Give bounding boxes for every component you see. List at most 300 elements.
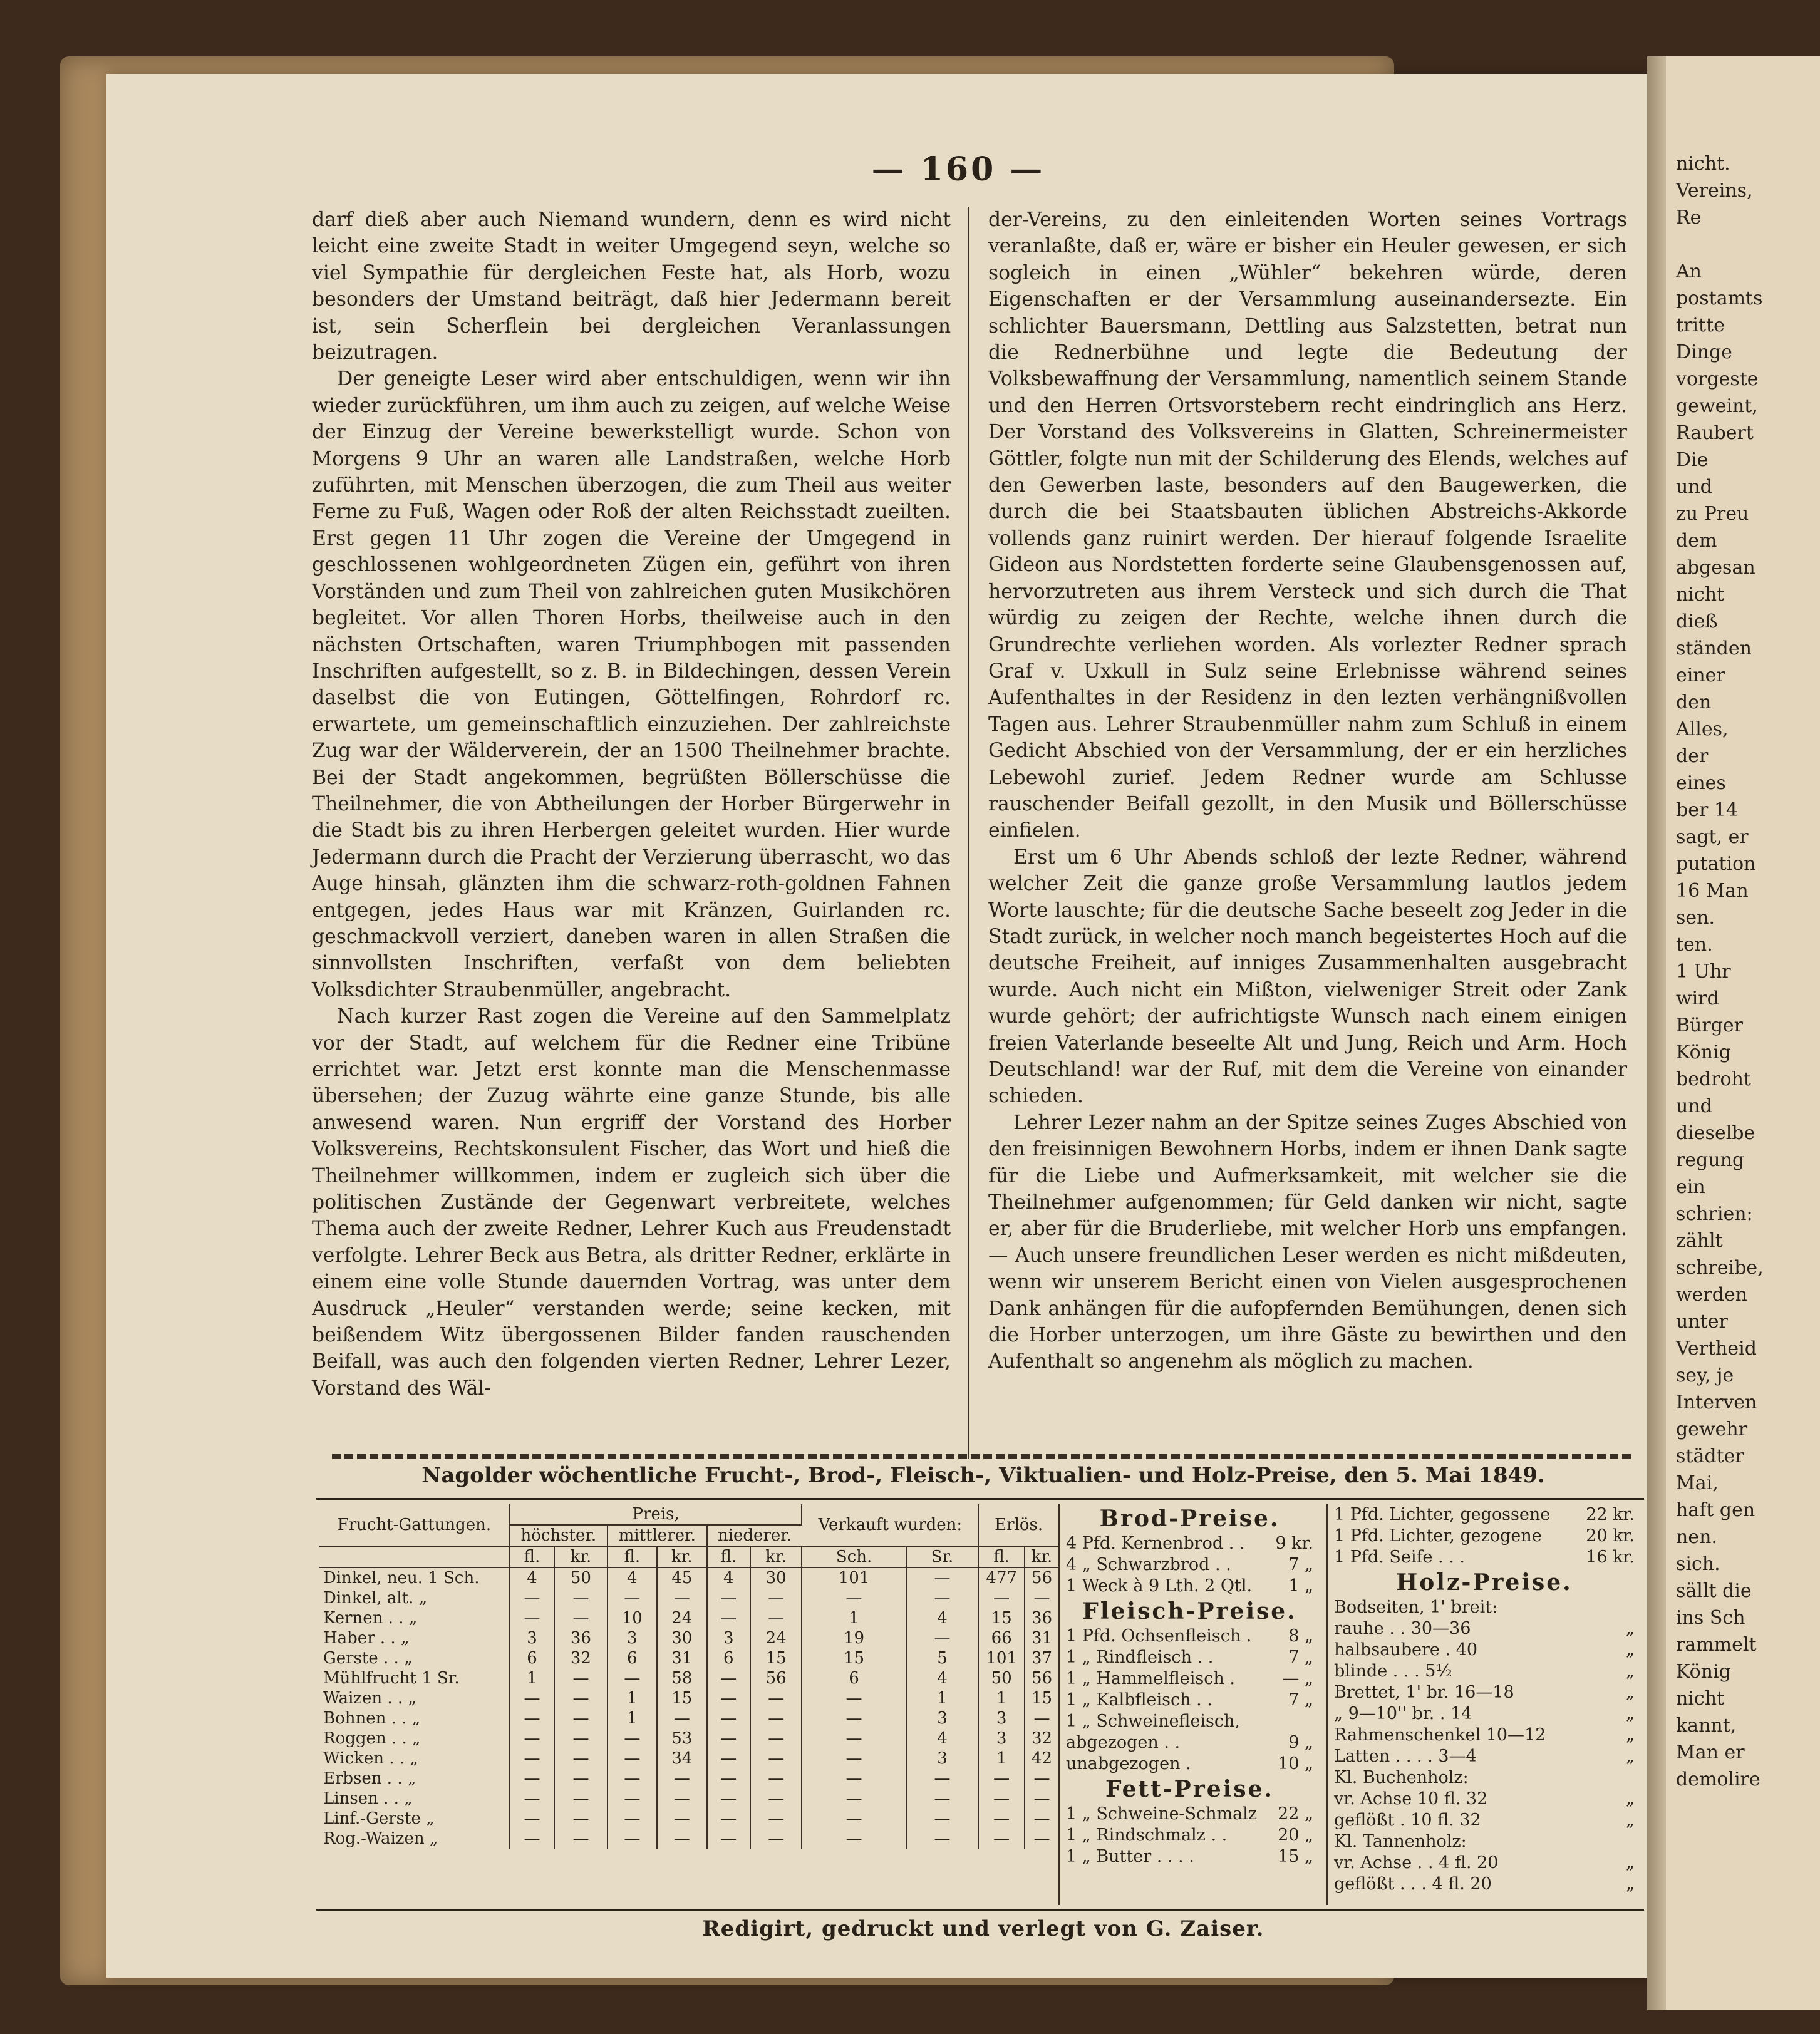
paragraph: der-Vereins, zu den einleitenden Worten seines Vortrags veranlaßte, daß er, wäre er bisher ein Heuler gewesen, er sich sogleich in einen „Wühler“ bekehren würde, deren Eigenschaften er der Versammlung auseinandersezte. Ein schlichter Bauersmann, Dettling aus Salzstetten, betrat nun die Rednerbühne und legte die Bedeutung der Volksbewaffnung der Versammlung, namentlich seinem Stande und den Herren Ortsvorstebern recht eindringlich ans Herz. Der Vorstand des Volksvereins in Glatten, Schreinermeister Göttler, folgte nun mit der Schilderung des Elends, welches auf den Gewerben laste, besonders auf den Baugewerken, die durch die bei Staatsbauten üblichen Abstreichs-Akkorde vollends ganz ruinirt werden. Der hierauf folgende Israelite Gideon aus Nordstetten forderte seine Glaubensgenossen auf, hervorzutreten aus ihrem Versteck und sich durch die That würdig zu zeigen der Rechte, welche ihnen durch die Grundrechte verliehen worden. Als vorlezter Redner sprach Graf v. Uxkull in Sulz seine Erlebnisse während seines Aufenthaltes in der Residenz in den lezten verhängnißvollen Tagen aus. Lehrer Straubenmüller nahm zum Schluß in einem Gedicht Abschied von der Versammlung, der er ein herzliches Lebewohl zurief. Jedem Redner wurde am Schlusse rauschender Beifall gezollt, in den Musik und Böllerschüsse einfielen. [988, 209, 1627, 842]
grain-value-cell: — [510, 1728, 554, 1748]
price-item-label: 1 Pfd. Ochsenfleisch . [1066, 1626, 1252, 1646]
grain-value-cell: — [1033, 1809, 1050, 1828]
grain-value-cell: 30 [750, 1567, 802, 1588]
grain-value-cell: 56 [1031, 1569, 1053, 1587]
grain-name-cell: Wicken . . „ [319, 1748, 510, 1768]
grain-value-cell: — [802, 1688, 906, 1708]
unit-kr: kr. [1025, 1546, 1058, 1567]
price-item-value: 22 kr. [1586, 1505, 1635, 1524]
grain-value-cell: 19 [802, 1628, 906, 1648]
price-row [1334, 1547, 1635, 1568]
table-row [319, 1648, 1058, 1668]
price-row [1066, 1668, 1313, 1690]
price-item-label: halbsaubere . 40 [1334, 1640, 1477, 1660]
grain-value-cell: — [707, 1809, 750, 1829]
fett-list [1066, 1804, 1313, 1867]
price-item-label: abgezogen . . [1066, 1733, 1181, 1752]
grain-value-cell: — [1033, 1829, 1050, 1848]
brod-list [1066, 1533, 1313, 1597]
price-item-value: 22 „ [1278, 1804, 1313, 1824]
table-row [319, 1588, 1058, 1608]
price-row [1066, 1647, 1313, 1668]
table-title: Nagolder wöchentliche Frucht-, Brod-, Fleisch-, Viktualien- und Holz-Preise, den 5. Mai 1849. [421, 1463, 1545, 1488]
unit-fl: fl. [707, 1546, 750, 1567]
table-row [319, 1789, 1058, 1809]
table-row [319, 1567, 1058, 1588]
grain-value-cell: 50 [978, 1668, 1025, 1688]
grain-value-cell: — [707, 1708, 750, 1728]
grain-name-cell: Bohnen . . „ [319, 1708, 510, 1728]
grain-value-cell: — [554, 1829, 608, 1849]
table-row [319, 1628, 1058, 1648]
price-item-value: 9 kr. [1275, 1534, 1313, 1553]
unit-sch: Sch. [802, 1546, 906, 1567]
holz-list [1334, 1597, 1635, 1895]
grain-value-cell: 3 [510, 1628, 554, 1648]
paragraph: Der geneigte Leser wird aber entschuldigen, wenn wir ihn wieder zurückführen, um ihm auch zu zeigen, auf welche Weise der Einzug der Vereine bewerkstelligt wurde. Schon von Morgens 9 Uhr an waren alle Landstraßen, welche Horb zuführten, mit Menschen überzogen, die zum Theil aus weiter Ferne zu Fuß, Wagen oder Roß der alten Reichsstadt zueilten. Erst gegen 11 Uhr zogen die Vereine der Umgegend in geschlossenen wohlgeordneten Zügen ein, geführt von ihren Vorständen und zum Theil von zahlreichen guten Musikchören begleitet. Vor allen Thoren Horbs, theilweise auch in den nächsten Ortschaften, waren Triumphbogen mit passenden Inschriften aufgestellt, so z. B. in Bildechingen, dessen Verein daselbst die von Eutingen, Göttelfingen, Rohrdorf rc. erwartete, um gemeinschaftlich einzuziehen. Der zahlreichste Zug war der Wälderverein, der an 1500 Theilnehmer brachte. Bei der Stadt angekommen, begrüßten Böllerschüsse die Theilnehmer, die von Abtheilungen der Horber Bürgerwehr in die Stadt bis zu ihren Herbergen geleitet wurden. Hier wurde Jedermann durch die Pracht der Verzierung überrascht, wo das Auge hinsah, glänzten ihm die schwarz-roth-goldnen Fahnen entgegen, jedes Haus war mit Kränzen, Guirlanden rc. geschmackvoll verziert, daneben waren in allen Straßen die sinnvollsten Inschriften, verfaßt von dem beliebten Volksdichter Straubenmüller, angebracht. [312, 368, 951, 1001]
grain-value-cell: — [802, 1588, 906, 1608]
grain-value-cell: — [608, 1829, 657, 1849]
grain-value-cell: 36 [554, 1628, 608, 1648]
grain-value-cell: — [802, 1789, 906, 1809]
grain-value-cell: — [750, 1728, 802, 1748]
header-hoechster: höchster. [510, 1525, 608, 1546]
grain-value-cell: 4 [608, 1567, 657, 1588]
grain-value-cell: 53 [657, 1728, 707, 1748]
grain-value-cell: — [608, 1668, 657, 1688]
grain-value-cell: 1 [608, 1708, 657, 1728]
grain-value-cell: — [554, 1748, 608, 1768]
unit-kr: kr. [657, 1546, 707, 1567]
grain-name-cell: Linsen . . „ [319, 1789, 510, 1809]
grain-value-cell: — [978, 1829, 1025, 1849]
grain-value-cell: — [657, 1768, 707, 1789]
header-mittlerer: mittlerer. [608, 1525, 707, 1546]
grain-value-cell: — [657, 1829, 707, 1849]
price-item-label: „ 9—10'' br. . 14 [1334, 1704, 1472, 1723]
grain-value-cell: 31 [1031, 1629, 1053, 1648]
price-item-value: 1 „ [1288, 1576, 1313, 1596]
grain-value-cell: 3 [906, 1708, 979, 1728]
price-row [1334, 1725, 1635, 1746]
grain-value-cell: — [978, 1588, 1025, 1608]
grain-value-cell: — [554, 1668, 608, 1688]
price-item-value: — „ [1282, 1669, 1313, 1688]
fleisch-list [1066, 1626, 1313, 1775]
header-preis: Preis, [510, 1504, 802, 1525]
price-item-value: „ [1626, 1683, 1635, 1702]
price-row [1066, 1533, 1313, 1554]
grain-value-cell: — [750, 1809, 802, 1829]
grain-value-cell: 1 [978, 1688, 1025, 1708]
grain-value-cell: — [707, 1688, 750, 1708]
table-row [319, 1748, 1058, 1768]
grain-value-cell: — [750, 1748, 802, 1768]
grain-table-body [319, 1567, 1058, 1849]
price-row [1334, 1703, 1635, 1725]
price-item-label: geflößt . 10 fl. 32 [1334, 1810, 1481, 1830]
grain-value-cell: 3 [707, 1628, 750, 1648]
grain-value-cell: 15 [750, 1648, 802, 1668]
grain-name-cell: Mühlfrucht 1 Sr. [319, 1668, 510, 1688]
grain-value-cell: — [608, 1588, 657, 1608]
table-row [319, 1829, 1058, 1849]
grain-name-cell: Rog.-Waizen „ [319, 1829, 510, 1849]
grain-value-cell: 24 [750, 1628, 802, 1648]
fett-title: Fett-Preise. [1105, 1776, 1274, 1802]
header-blank [319, 1546, 510, 1567]
price-item-label: Kl. Tannenholz: [1334, 1832, 1467, 1851]
grain-value-cell: 15 [802, 1648, 906, 1668]
grain-value-cell: 3 [608, 1628, 657, 1648]
price-row [1066, 1825, 1313, 1846]
paragraph: Erst um 6 Uhr Abends schloß der lezte Redner, während welcher Zeit die ganze große Versammlung lautlos jedem Worte lauschte; für die deutsche Sache beseelt zog Jeder in die Stadt zurück, in welcher noch manch begeistertes Hoch auf die deutsche Freiheit, auf inniges Zusammenhalten ausgebracht wurde. Auch nicht ein Mißton, vielweniger Streit oder Zank wurde gehört; der aufrichtigste Wunsch nach einem einigen freien Vaterlande beseelte Alt und Jung, Reich und Arm. Hoch Deutschland! war der Ruf, mit dem die Vereine von einander schieden. [988, 845, 1627, 1108]
grain-value-cell: — [802, 1728, 906, 1748]
grain-value-cell: — [1033, 1589, 1050, 1608]
table-row [319, 1688, 1058, 1708]
grain-value-cell: 6 [802, 1668, 906, 1688]
table-row [319, 1809, 1058, 1829]
table-row [319, 1708, 1058, 1728]
grain-value-cell: 1 [802, 1608, 906, 1628]
price-item-label: 1 Weck à 9 Lth. 2 Qtl. [1066, 1576, 1253, 1596]
price-item-label: 1 Pfd. Seife . . . [1334, 1547, 1465, 1567]
price-column-1 [1058, 1504, 1320, 1905]
page-number: — 160 — [871, 150, 1045, 188]
price-row [1066, 1576, 1313, 1597]
grain-value-cell: 15 [657, 1688, 707, 1708]
grain-name-cell: Gerste . . „ [319, 1648, 510, 1668]
grain-value-cell: — [707, 1748, 750, 1768]
table-row [319, 1668, 1058, 1688]
grain-value-cell: — [554, 1768, 608, 1789]
grain-value-cell: 58 [657, 1668, 707, 1688]
grain-value-cell: — [608, 1768, 657, 1789]
price-item-label: Bodseiten, 1' breit: [1334, 1598, 1498, 1617]
grain-value-cell: 56 [750, 1668, 802, 1688]
price-item-value: 10 „ [1278, 1754, 1313, 1773]
price-item-label: vr. Achse 10 fl. 32 [1334, 1789, 1488, 1809]
grain-value-cell: — [750, 1688, 802, 1708]
price-row [1334, 1831, 1635, 1852]
grain-value-cell: 24 [657, 1608, 707, 1628]
price-item-label: 1 „ Schweinefleisch, [1066, 1711, 1241, 1731]
price-item-label: vr. Achse . . 4 fl. 20 [1334, 1853, 1499, 1872]
grain-value-cell: 4 [906, 1668, 979, 1688]
grain-value-cell: 15 [1031, 1689, 1053, 1708]
price-item-label: 1 Pfd. Lichter, gegossene [1334, 1505, 1551, 1524]
grain-value-cell: — [906, 1567, 979, 1588]
price-item-value: 7 „ [1288, 1648, 1313, 1667]
grain-value-cell: — [750, 1829, 802, 1849]
price-row [1334, 1618, 1635, 1639]
imprint: Redigirt, gedruckt und verlegt von G. Zaiser. [702, 1916, 1264, 1941]
grain-value-cell: 1 [978, 1748, 1025, 1768]
price-item-value: „ [1626, 1661, 1635, 1681]
grain-value-cell: 1 [906, 1688, 979, 1708]
grain-value-cell: — [707, 1768, 750, 1789]
section-divider [332, 1454, 1635, 1459]
price-item-value: „ [1626, 1789, 1635, 1809]
grain-value-cell: — [510, 1829, 554, 1849]
grain-value-cell: — [750, 1588, 802, 1608]
grain-value-cell: — [1033, 1709, 1050, 1728]
grain-value-cell: — [657, 1708, 707, 1728]
price-item-value: 20 kr. [1586, 1526, 1635, 1546]
price-item-label: geflößt . . . 4 fl. 20 [1334, 1874, 1492, 1894]
unit-fl: fl. [510, 1546, 554, 1567]
price-row [1066, 1554, 1313, 1576]
grain-value-cell: 50 [554, 1567, 608, 1588]
brod-title: Brod-Preise. [1099, 1505, 1280, 1532]
price-item-value: „ [1626, 1704, 1635, 1723]
grain-value-cell: — [906, 1588, 979, 1608]
price-item-value: 8 „ [1288, 1626, 1313, 1646]
grain-value-cell: 3 [978, 1728, 1025, 1748]
right-column [988, 207, 1627, 1375]
price-item-value: 16 kr. [1586, 1547, 1635, 1567]
table-row [319, 1768, 1058, 1789]
price-item-value: 20 „ [1278, 1825, 1313, 1845]
header-niederer: niederer. [707, 1525, 802, 1546]
price-item-value: „ [1626, 1619, 1635, 1638]
grain-name-cell: Kernen . . „ [319, 1608, 510, 1628]
grain-name-cell: Waizen . . „ [319, 1688, 510, 1708]
price-item-label: 1 „ Schweine-Schmalz [1066, 1804, 1258, 1824]
price-column-2 [1326, 1504, 1641, 1905]
grain-value-cell: 32 [554, 1648, 608, 1668]
table-row [319, 1728, 1058, 1748]
grain-value-cell: — [657, 1809, 707, 1829]
grain-value-cell: 56 [1031, 1669, 1053, 1688]
grain-value-cell: — [802, 1708, 906, 1728]
table-rule [316, 1498, 1644, 1500]
price-item-value: 7 „ [1288, 1555, 1313, 1574]
grain-value-cell: 101 [802, 1567, 906, 1588]
grain-name-cell: Erbsen . . „ [319, 1768, 510, 1789]
grain-value-cell: — [750, 1768, 802, 1789]
price-item-label: 4 Pfd. Kernenbrod . . [1066, 1534, 1245, 1553]
grain-value-cell: — [906, 1829, 979, 1849]
grain-value-cell: 6 [608, 1648, 657, 1668]
grain-value-cell: — [608, 1728, 657, 1748]
grain-value-cell: — [608, 1789, 657, 1809]
price-row [1334, 1810, 1635, 1831]
price-item-label: 1 Pfd. Lichter, gezogene [1334, 1526, 1542, 1546]
price-item-label: Latten . . . . 3—4 [1334, 1747, 1477, 1766]
header-name: Frucht-Gattungen. [319, 1504, 510, 1546]
grain-value-cell: — [802, 1748, 906, 1768]
grain-value-cell: — [802, 1829, 906, 1849]
price-item-value: „ [1626, 1874, 1635, 1894]
grain-value-cell: — [554, 1789, 608, 1809]
price-item-value: 7 „ [1288, 1690, 1313, 1710]
price-row [1066, 1846, 1313, 1867]
price-row [1334, 1526, 1635, 1547]
price-row [1334, 1767, 1635, 1789]
holz-title: Holz-Preise. [1396, 1569, 1573, 1596]
grain-value-cell: 30 [657, 1628, 707, 1648]
grain-value-cell: — [510, 1809, 554, 1829]
grain-value-cell: 3 [906, 1748, 979, 1768]
grain-value-cell: 34 [657, 1748, 707, 1768]
grain-value-cell: 42 [1031, 1749, 1053, 1768]
price-row [1066, 1753, 1313, 1775]
grain-value-cell: — [554, 1588, 608, 1608]
price-item-label: Kl. Buchenholz: [1334, 1768, 1469, 1787]
grain-name-cell: Dinkel, neu. 1 Sch. [319, 1567, 510, 1588]
lichter-list [1334, 1504, 1635, 1568]
grain-price-table [319, 1504, 1058, 1849]
grain-value-cell: — [510, 1608, 554, 1628]
column-divider [968, 207, 969, 1459]
grain-value-cell: — [554, 1809, 608, 1829]
next-page-text: nicht. Vereins, Re An postamts tritte Dinge vorgeste geweint, Raubert Die und zu Preu dem abgesan nicht dieß ständen einer den Alles, der eines ber 14 sagt, er putation 16 Man sen. ten. 1 Uhr wird Bürger König bedroht und dieselbe regung ein schrien: zählt schreibe, werden unter Vertheid sey, je Interven gewehr städter Mai, haft gen nen. sich. sällt die ins Sch rammelt König nicht kannt, Man er demolire [1676, 153, 1764, 1790]
price-item-label: rauhe . . 30—36 [1334, 1619, 1471, 1638]
price-item-label: 1 „ Kalbfleisch . . [1066, 1690, 1212, 1710]
grain-value-cell: 45 [657, 1567, 707, 1588]
unit-kr: kr. [750, 1546, 802, 1567]
grain-value-cell: — [510, 1748, 554, 1768]
grain-value-cell: 1 [608, 1688, 657, 1708]
price-row [1334, 1597, 1635, 1618]
price-item-label: 1 „ Rindschmalz . . [1066, 1825, 1228, 1845]
header-verkauft: Verkauft wurden: [802, 1504, 978, 1546]
grain-value-cell: 3 [978, 1708, 1025, 1728]
grain-value-cell: — [707, 1668, 750, 1688]
grain-value-cell: — [608, 1809, 657, 1829]
unit-fl: fl. [608, 1546, 657, 1567]
unit-fl: fl. [978, 1546, 1025, 1567]
grain-value-cell: 15 [978, 1608, 1025, 1628]
grain-value-cell: — [510, 1688, 554, 1708]
grain-value-cell: — [510, 1708, 554, 1728]
grain-value-cell: — [802, 1809, 906, 1829]
grain-value-cell: — [707, 1789, 750, 1809]
grain-value-cell: — [1033, 1769, 1050, 1788]
grain-value-cell: — [707, 1829, 750, 1849]
price-row [1334, 1874, 1635, 1895]
grain-value-cell: — [554, 1728, 608, 1748]
price-item-label: 1 „ Rindfleisch . . [1066, 1648, 1214, 1667]
unit-sr: Sr. [906, 1546, 979, 1567]
grain-value-cell: 6 [707, 1648, 750, 1668]
price-item-label: 4 „ Schwarzbrod . . [1066, 1555, 1231, 1574]
grain-name-cell: Haber . . „ [319, 1628, 510, 1648]
grain-value-cell: 101 [978, 1648, 1025, 1668]
price-row [1066, 1732, 1313, 1753]
grain-value-cell: — [906, 1628, 979, 1648]
grain-value-cell: 4 [510, 1567, 554, 1588]
price-row [1066, 1711, 1313, 1732]
grain-value-cell: 1 [510, 1668, 554, 1688]
price-row [1066, 1690, 1313, 1711]
grain-value-cell: — [554, 1688, 608, 1708]
price-item-label: unabgezogen . [1066, 1754, 1191, 1773]
price-item-value: „ [1626, 1725, 1635, 1745]
price-row [1334, 1661, 1635, 1682]
grain-value-cell: — [510, 1768, 554, 1789]
grain-value-cell: 32 [1031, 1729, 1053, 1748]
price-item-value: „ [1626, 1640, 1635, 1660]
grain-value-cell: 37 [1031, 1649, 1053, 1668]
grain-value-cell: — [554, 1608, 608, 1628]
grain-value-cell: — [707, 1728, 750, 1748]
grain-value-cell: 477 [978, 1567, 1025, 1588]
price-row [1334, 1746, 1635, 1767]
grain-value-cell: — [802, 1768, 906, 1789]
grain-value-cell: 31 [657, 1648, 707, 1668]
table-row [319, 1608, 1058, 1628]
grain-value-cell: 36 [1031, 1609, 1053, 1628]
grain-value-cell: 4 [707, 1567, 750, 1588]
grain-value-cell: — [750, 1789, 802, 1809]
grain-value-cell: — [707, 1608, 750, 1628]
price-item-value: 9 „ [1288, 1733, 1313, 1752]
grain-value-cell: — [608, 1748, 657, 1768]
price-item-value: „ [1626, 1853, 1635, 1872]
price-row [1334, 1789, 1635, 1810]
grain-value-cell: — [978, 1809, 1025, 1829]
grain-value-cell: — [750, 1708, 802, 1728]
price-item-label: Rahmenschenkel 10—12 [1334, 1725, 1546, 1745]
grain-value-cell: 4 [906, 1608, 979, 1628]
unit-kr: kr. [554, 1546, 608, 1567]
grain-value-cell: — [657, 1588, 707, 1608]
grain-value-cell: 5 [906, 1648, 979, 1668]
grain-value-cell: — [906, 1768, 979, 1789]
grain-value-cell: — [657, 1789, 707, 1809]
price-row [1066, 1626, 1313, 1647]
price-row [1334, 1504, 1635, 1526]
price-row [1066, 1804, 1313, 1825]
grain-name-cell: Linf.-Gerste „ [319, 1809, 510, 1829]
grain-value-cell: 6 [510, 1648, 554, 1668]
grain-value-cell: — [510, 1789, 554, 1809]
price-item-label: blinde . . . 5½ [1334, 1661, 1452, 1681]
price-item-value: „ [1626, 1747, 1635, 1766]
left-column [312, 207, 951, 1402]
grain-value-cell: — [978, 1768, 1025, 1789]
grain-value-cell: 4 [906, 1728, 979, 1748]
grain-value-cell: — [978, 1789, 1025, 1809]
fleisch-title: Fleisch-Preise. [1082, 1598, 1297, 1624]
grain-value-cell: — [750, 1608, 802, 1628]
price-row [1334, 1682, 1635, 1703]
price-item-label: Brettet, 1' br. 16—18 [1334, 1683, 1514, 1702]
paragraph: Nach kurzer Rast zogen die Vereine auf den Sammelplatz vor der Stadt, auf welchem für die Redner eine Tribüne errichtet war. Jetzt erst konnte man die Menschenmasse übersehen; der Zuzug währte eine ganze Stunde, bis alle anwesend waren. Nun ergriff der Vorstand des Horber Volksvereins, Rechtskonsulent Fischer, das Wort und hieß die Theilnehmer willkommen, indem er zugleich sich über die politischen Zustände der Gegenwart verbreitete, welches Thema auch der zweite Redner, Lehrer Kuch aus Freudenstadt verfolgte. Lehrer Beck aus Betra, als dritter Redner, erklärte in einem eine volle Stunde dauernden Vortrag, was unter dem Ausdruck „Heuler“ verstanden werde; seine kecken, mit beißendem Witz übergossenen Bilder fanden rauschenden Beifall, was auch den folgenden vierten Redner, Lehrer Lezer, Vorstand des Wäl- [312, 1005, 951, 1400]
grain-name-cell: Roggen . . „ [319, 1728, 510, 1748]
grain-value-cell: — [906, 1809, 979, 1829]
grain-value-cell: — [906, 1789, 979, 1809]
price-item-value: 15 „ [1278, 1847, 1313, 1866]
price-item-value: „ [1626, 1810, 1635, 1830]
grain-value-cell: — [510, 1588, 554, 1608]
grain-value-cell: — [554, 1708, 608, 1728]
header-erloes: Erlös. [978, 1504, 1058, 1546]
price-row [1334, 1852, 1635, 1874]
grain-value-cell: — [707, 1588, 750, 1608]
price-item-label: 1 „ Hammelfleisch . [1066, 1669, 1235, 1688]
price-row [1334, 1639, 1635, 1661]
table-rule [316, 1909, 1644, 1911]
grain-value-cell: 66 [978, 1628, 1025, 1648]
grain-value-cell: — [1033, 1789, 1050, 1808]
grain-name-cell: Dinkel, alt. „ [319, 1588, 510, 1608]
paragraph: darf dieß aber auch Niemand wundern, denn es wird nicht leicht eine zweite Stadt in weiter Umgegend seyn, welche so viel Sympathie für dergleichen Feste hat, als Horb, wozu besonders der Umstand beiträgt, daß hier Jedermann bereit ist, sein Scherflein bei dergleichen Veranlassungen beizutragen. [312, 209, 951, 364]
grain-value-cell: 10 [608, 1608, 657, 1628]
price-item-label: 1 „ Butter . . . . [1066, 1847, 1194, 1866]
